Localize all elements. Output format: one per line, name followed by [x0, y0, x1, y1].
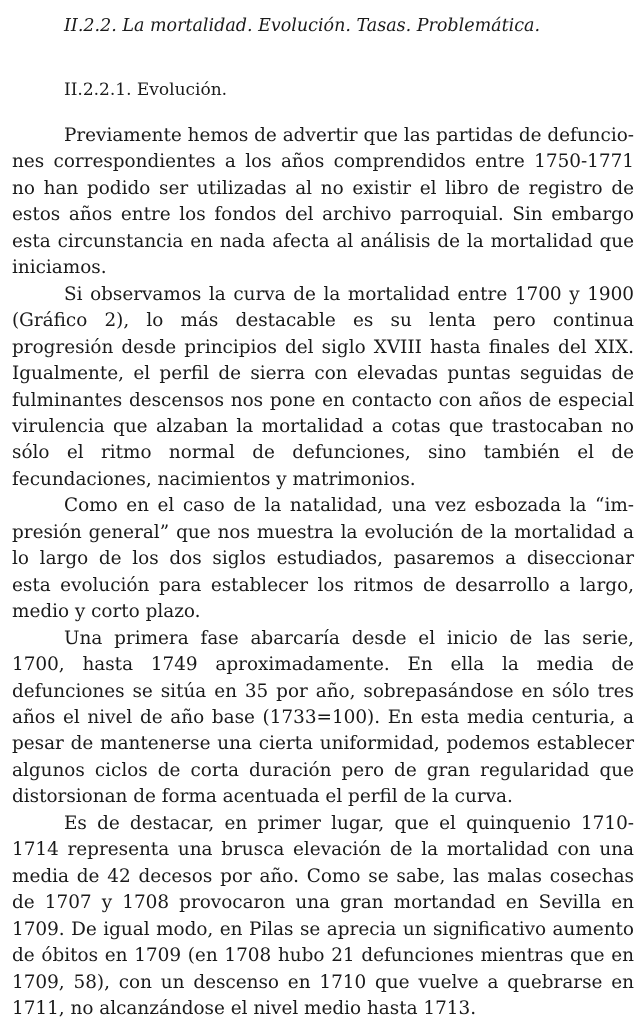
body-text: [12, 123, 634, 1022]
paragraph: Si observamos la curva de la mortalidad entre 1700 y 1900 (Gráfico 2), lo más destacable es su lenta pero continua progresión desde principios del siglo XVIII hasta finales del XIX. Igualmente, el perfil de sierra con elevadas puntas seguidas de fulminantes descensos nos pone en contacto con años de especial virulencia que alzaban la mortalidad a cotas que trastocaban no sólo el ritmo normal de defunciones, sino también el de fecundaciones, nacimientos y matrimonios.: [12, 283, 634, 490]
section-title: II.2.2. La mortalidad. Evolución. Tasas. Problemática.: [64, 16, 541, 36]
paragraph: Una primera fase abarcaría desde el inicio de las serie, 1700, hasta 1749 aproximadamente. En ella la media de defunciones se sitúa en 35 por año, sobrepasándose en sólo tres años el nivel de año base (1733=100). En esta media centuria, a pesar de mantenerse una cierta uniformidad, podemos establecer algunos ciclos de corta duración pero de gran regularidad que distorsionan de forma acentuada el perfil de la curva.: [12, 627, 634, 808]
paragraph: Es de destacar, en primer lugar, que el quinquenio 1710-1714 representa una brusca elevación de la mortalidad con una media de 42 decesos por año. Como se sabe, las malas cosechas de 1707 y 1708 provocaron una gran mortandad en Sevilla en 1709. De igual modo, en Pilas se aprecia un significativo aumento de óbitos en 1709 (en 1708 hubo 21 defunciones mientras que en 1709, 58), con un descenso en 1710 que vuelve a quebrarse en 1711, no alcanzándose el nivel medio hasta 1713.: [12, 812, 634, 1019]
paragraph: Como en el caso de la natalidad, una vez esbozada la “impresión general” que nos muestra la evolución de la mortalidad a lo largo de los dos siglos estudiados, pasaremos a diseccionar esta evolución para establecer los ritmos de desarrollo a largo, medio y corto plazo.: [12, 495, 634, 623]
subsection-title: II.2.2.1. Evolución.: [64, 80, 228, 100]
paragraph: Previamente hemos de advertir que las partidas de defunciones correspondientes a los años comprendidos entre 1750-1771 no han podido ser utilizadas al no existir el libro de registro de estos años entre los fondos del archivo parroquial. Sin embargo esta circunstancia en nada afecta al análisis de la mortalidad que iniciamos.: [12, 125, 634, 279]
